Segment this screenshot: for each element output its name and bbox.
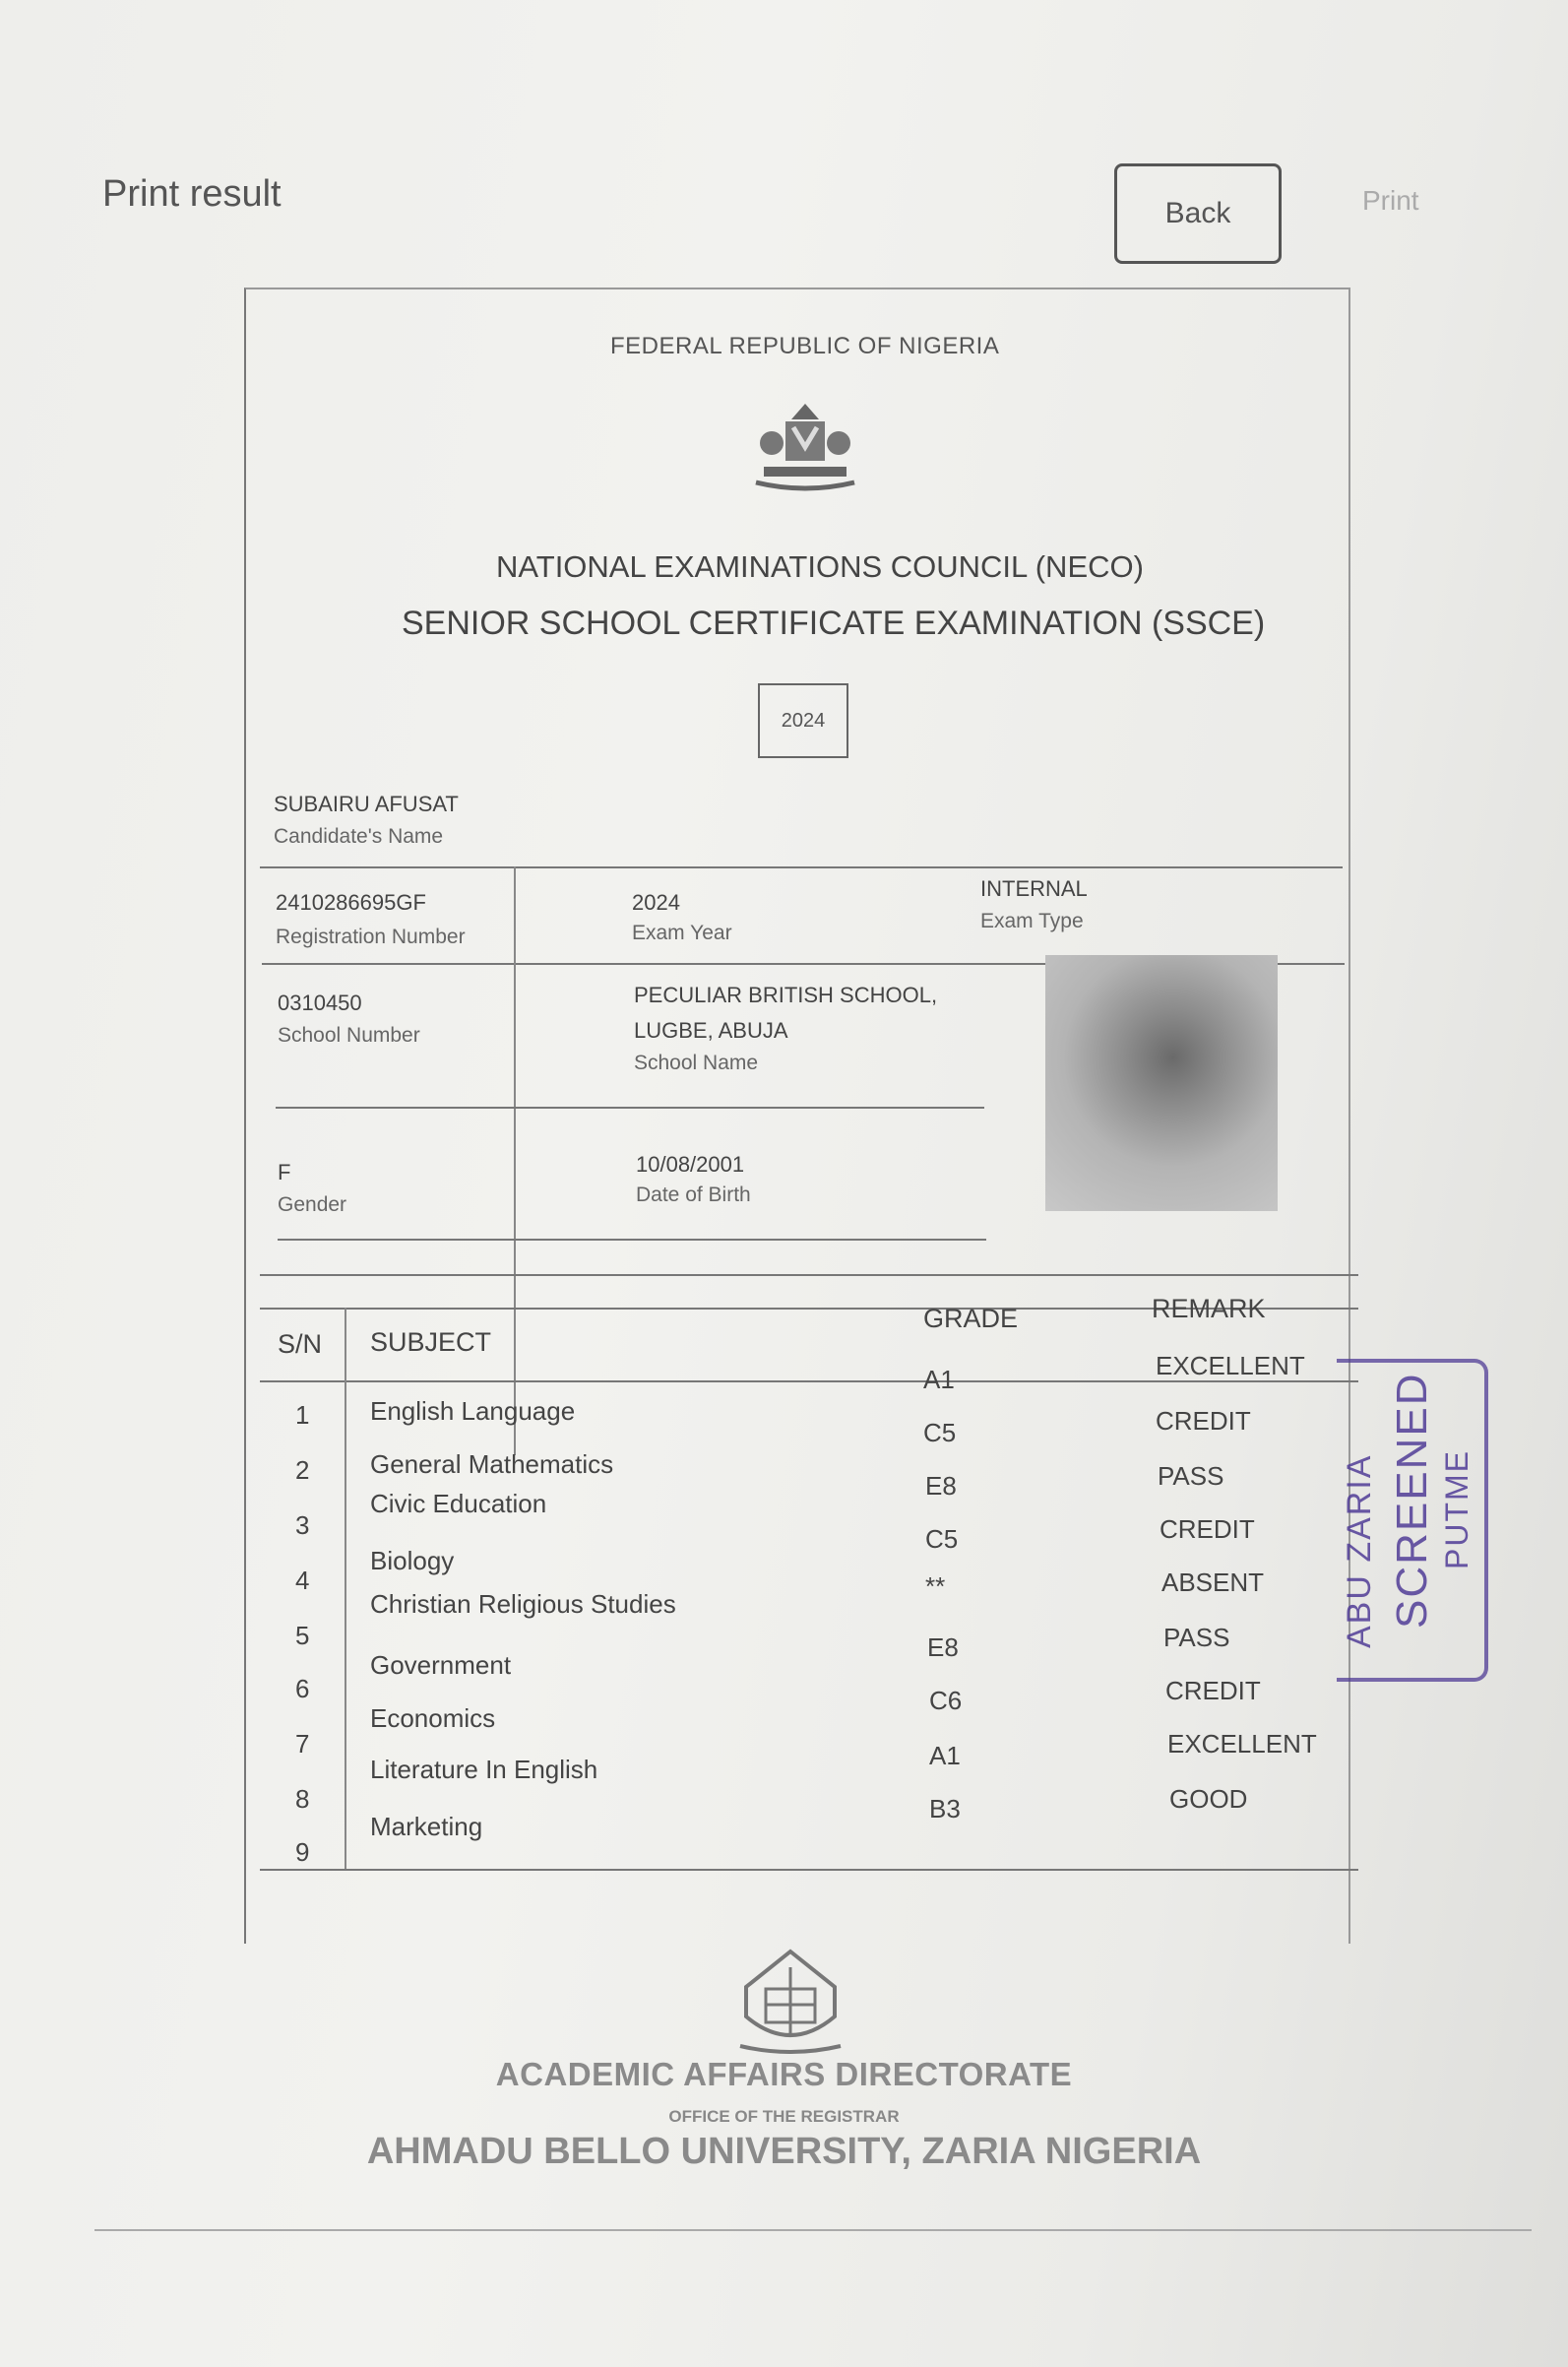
- school-number-label: School Number: [278, 1024, 420, 1047]
- registration-number: 2410286695GF: [276, 890, 426, 915]
- row-grade: C5: [923, 1418, 957, 1447]
- candidate-photo: [1045, 955, 1278, 1211]
- row-remark: PASS: [1163, 1623, 1230, 1652]
- row-remark: CREDIT: [1156, 1406, 1251, 1436]
- table-bottom-border: [260, 1869, 1358, 1871]
- dob-value: 10/08/2001: [636, 1152, 745, 1177]
- column-divider: [514, 866, 516, 1455]
- school-number: 0310450: [278, 991, 362, 1015]
- row-sn: 6: [295, 1674, 310, 1703]
- page-title: Print result: [102, 173, 282, 215]
- row-remark: CREDIT: [1160, 1514, 1255, 1544]
- row-sn: 2: [295, 1455, 310, 1485]
- row-grade: E8: [925, 1471, 957, 1501]
- row-grade: A1: [923, 1365, 955, 1394]
- grade-header: GRADE: [923, 1304, 1019, 1333]
- row-subject: General Mathematics: [370, 1449, 614, 1479]
- directorate-name: ACADEMIC AFFAIRS DIRECTORATE: [495, 2056, 1073, 2092]
- country-heading: FEDERAL REPUBLIC OF NIGERIA: [610, 333, 1000, 359]
- row-remark: EXCELLENT: [1167, 1729, 1317, 1759]
- row-remark: CREDIT: [1165, 1676, 1261, 1705]
- coat-of-arms-icon: [750, 398, 860, 496]
- divider: [276, 1107, 984, 1109]
- dob-label: Date of Birth: [636, 1184, 751, 1206]
- row-sn: 7: [295, 1729, 310, 1759]
- stamp-line1: ABU ZARIA: [1341, 1453, 1378, 1648]
- row-grade: A1: [929, 1741, 961, 1770]
- row-sn: 4: [295, 1566, 310, 1595]
- row-subject: English Language: [370, 1396, 576, 1426]
- gender-label: Gender: [278, 1193, 347, 1216]
- candidate-name: SUBAIRU AFUSAT: [274, 792, 459, 816]
- row-sn: 3: [295, 1510, 310, 1540]
- row-grade: B3: [929, 1794, 961, 1823]
- back-button[interactable]: Back: [1114, 163, 1282, 264]
- sn-header: S/N: [278, 1329, 323, 1359]
- subject-header: SUBJECT: [370, 1327, 492, 1357]
- divider: [278, 1239, 986, 1241]
- row-sn: 8: [295, 1784, 310, 1814]
- office-name: OFFICE OF THE REGISTRAR: [668, 2107, 900, 2126]
- school-name-line1: PECULIAR BRITISH SCHOOL,: [634, 983, 938, 1007]
- divider: [260, 866, 1343, 868]
- footer-line: [94, 2229, 1532, 2231]
- row-grade: E8: [927, 1632, 959, 1662]
- row-remark: ABSENT: [1161, 1567, 1265, 1597]
- sn-column-divider: [345, 1308, 346, 1869]
- screening-stamp: [1337, 1359, 1488, 1682]
- print-button[interactable]: Print: [1362, 185, 1419, 216]
- row-sn: 9: [295, 1837, 310, 1867]
- exam-year-box: 2024: [758, 683, 848, 758]
- row-remark: GOOD: [1169, 1784, 1248, 1814]
- row-subject: Economics: [370, 1703, 496, 1733]
- row-subject: Civic Education: [370, 1489, 547, 1518]
- row-subject: Marketing: [370, 1812, 483, 1841]
- row-remark: PASS: [1158, 1461, 1224, 1491]
- remark-header: REMARK: [1152, 1294, 1266, 1323]
- divider: [260, 1274, 1358, 1276]
- result-card: [244, 288, 1350, 1944]
- candidate-name-label: Candidate's Name: [274, 825, 444, 848]
- row-grade: C6: [929, 1686, 963, 1715]
- row-subject: Biology: [370, 1546, 455, 1575]
- exam-year-label: Exam Year: [632, 922, 732, 944]
- row-sn: 1: [295, 1400, 310, 1430]
- exam-year-value: 2024: [632, 890, 680, 915]
- school-name-line2: LUGBE, ABUJA: [634, 1018, 788, 1043]
- university-name: AHMADU BELLO UNIVERSITY, ZARIA NIGERIA: [366, 2131, 1202, 2172]
- exam-type-value: INTERNAL: [980, 876, 1088, 901]
- university-crest-icon: [736, 1948, 845, 2054]
- stamp-line3: PUTME: [1439, 1449, 1474, 1569]
- exam-type-label: Exam Type: [980, 910, 1084, 932]
- row-subject: Government: [370, 1650, 512, 1680]
- exam-heading: SENIOR SCHOOL CERTIFICATE EXAMINATION (SSCE): [402, 605, 1266, 642]
- council-heading: NATIONAL EXAMINATIONS COUNCIL (NECO): [496, 549, 1144, 584]
- registration-number-label: Registration Number: [276, 926, 466, 948]
- gender-value: F: [278, 1160, 291, 1184]
- row-remark: EXCELLENT: [1156, 1351, 1305, 1380]
- school-name-label: School Name: [634, 1052, 759, 1074]
- row-grade: **: [925, 1571, 946, 1601]
- row-sn: 5: [295, 1621, 310, 1650]
- row-subject: Christian Religious Studies: [370, 1589, 676, 1619]
- stamp-line2: SCREENED: [1388, 1372, 1436, 1629]
- row-grade: C5: [925, 1524, 959, 1554]
- row-subject: Literature In English: [370, 1755, 598, 1784]
